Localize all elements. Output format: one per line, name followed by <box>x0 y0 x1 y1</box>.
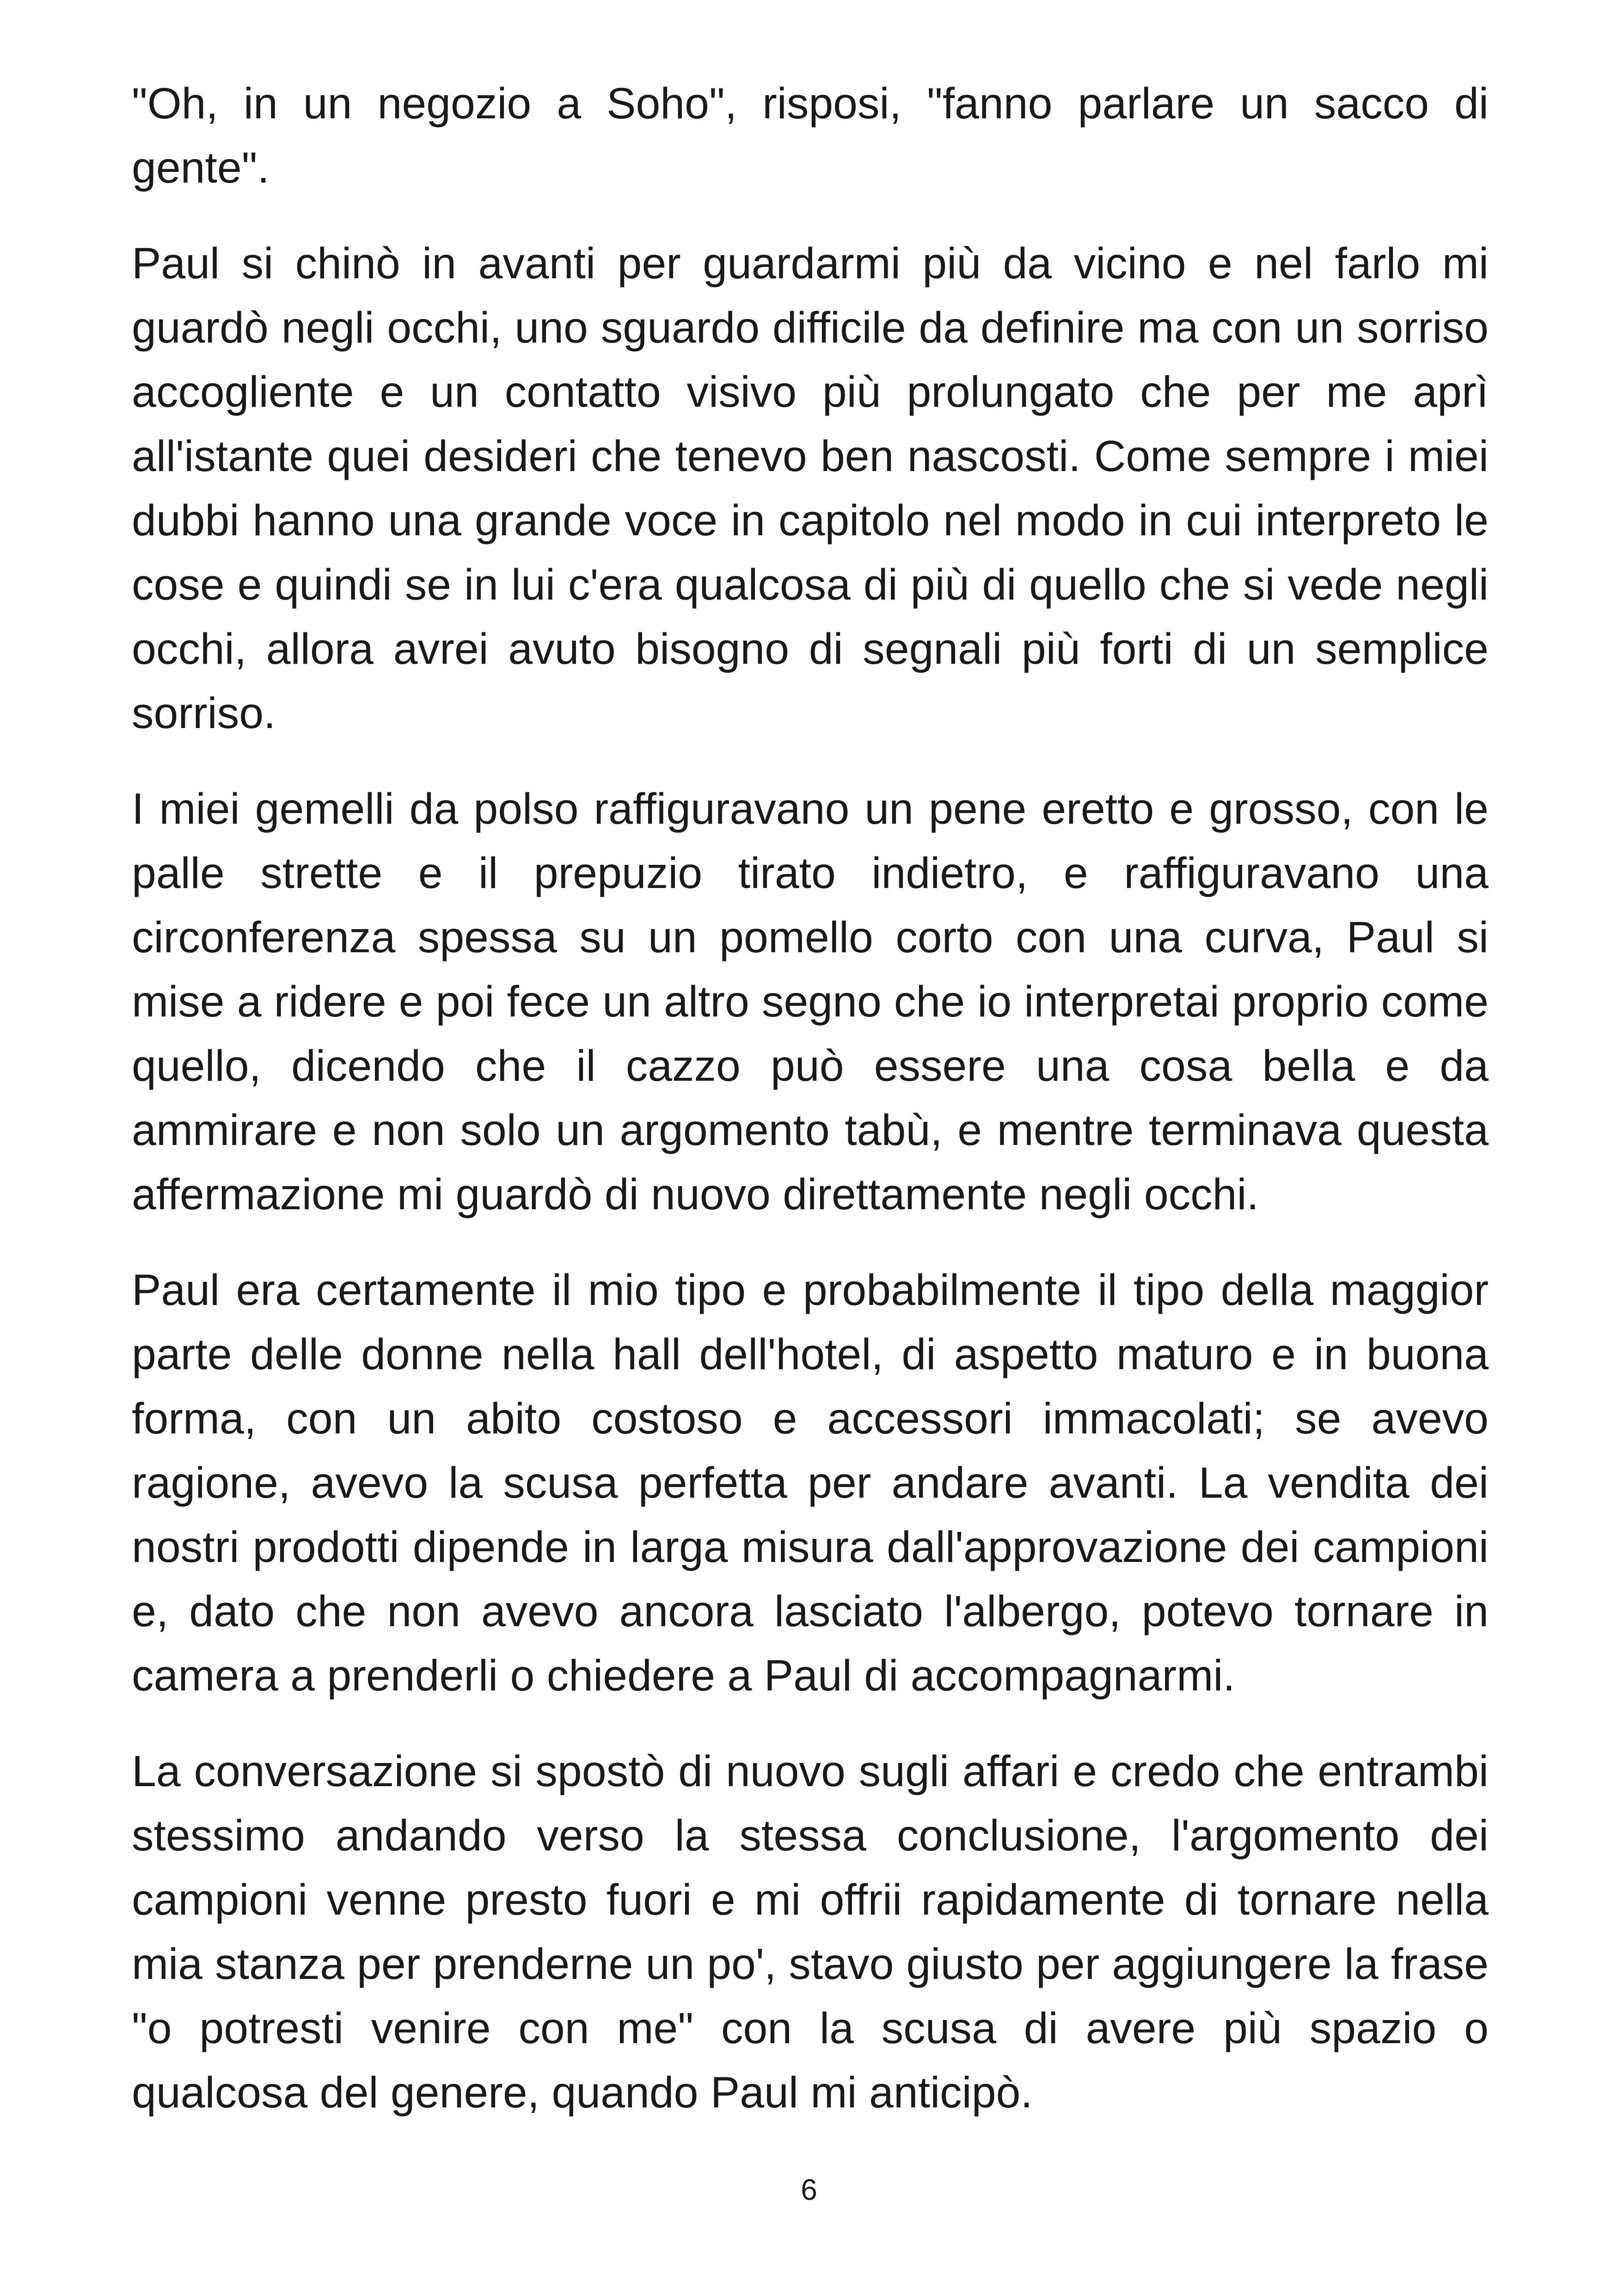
body-text <box>132 72 1489 2156</box>
paragraph: Paul era certamente il mio tipo e probabilmente il tipo della maggior parte delle donne nella hall dell'hotel, di aspetto maturo e in buona forma, con un abito costoso e accessori immacolati; se avevo ragione, avevo la scusa perfetta per andare avanti. La vendita dei nostri prodotti dipende in larga misura dall'approvazione dei campioni e, dato che non avevo ancora lasciato l'albergo, potevo tornare in camera a prenderli o chiedere a Paul di accompagnarmi. <box>132 1266 1489 1700</box>
paragraph: I miei gemelli da polso raffiguravano un pene eretto e grosso, con le palle strette e il prepuzio tirato indietro, e raffiguravano una circonferenza spessa su un pomello corto con una curva, Paul si mise a ridere e poi fece un altro segno che io interpretai proprio come quello, dicendo che il cazzo può essere una cosa bella e da ammirare e non solo un argomento tabù, e mentre terminava questa affermazione mi guardò di nuovo direttamente negli occhi. <box>132 784 1489 1219</box>
paragraph: La conversazione si spostò di nuovo sugli affari e credo che entrambi stessimo andando verso la stessa conclusione, l'argomento dei campioni venne presto fuori e mi offrii rapidamente di tornare nella mia stanza per prenderne un po', stavo giusto per aggiungere la frase "o potresti venire con me" con la scusa di avere più spazio o qualcosa del genere, quando Paul mi anticipò. <box>132 1747 1489 2117</box>
paragraph: "Oh, in un negozio a Soho", risposi, "fanno parlare un sacco di gente". <box>132 79 1489 192</box>
page-number: 6 <box>801 2173 817 2206</box>
paragraph: Paul si chinò in avanti per guardarmi più da vicino e nel farlo mi guardò negli occhi, uno sguardo difficile da definire ma con un sorriso accogliente e un contatto visivo più prolungato che per me aprì all'istante quei desideri che tenevo ben nascosti. Come sempre i miei dubbi hanno una grande voce in capitolo nel modo in cui interpreto le cose e quindi se in lui c'era qualcosa di più di quello che si vede negli occhi, allora avrei avuto bisogno di segnali più forti di un semplice sorriso. <box>132 239 1489 738</box>
